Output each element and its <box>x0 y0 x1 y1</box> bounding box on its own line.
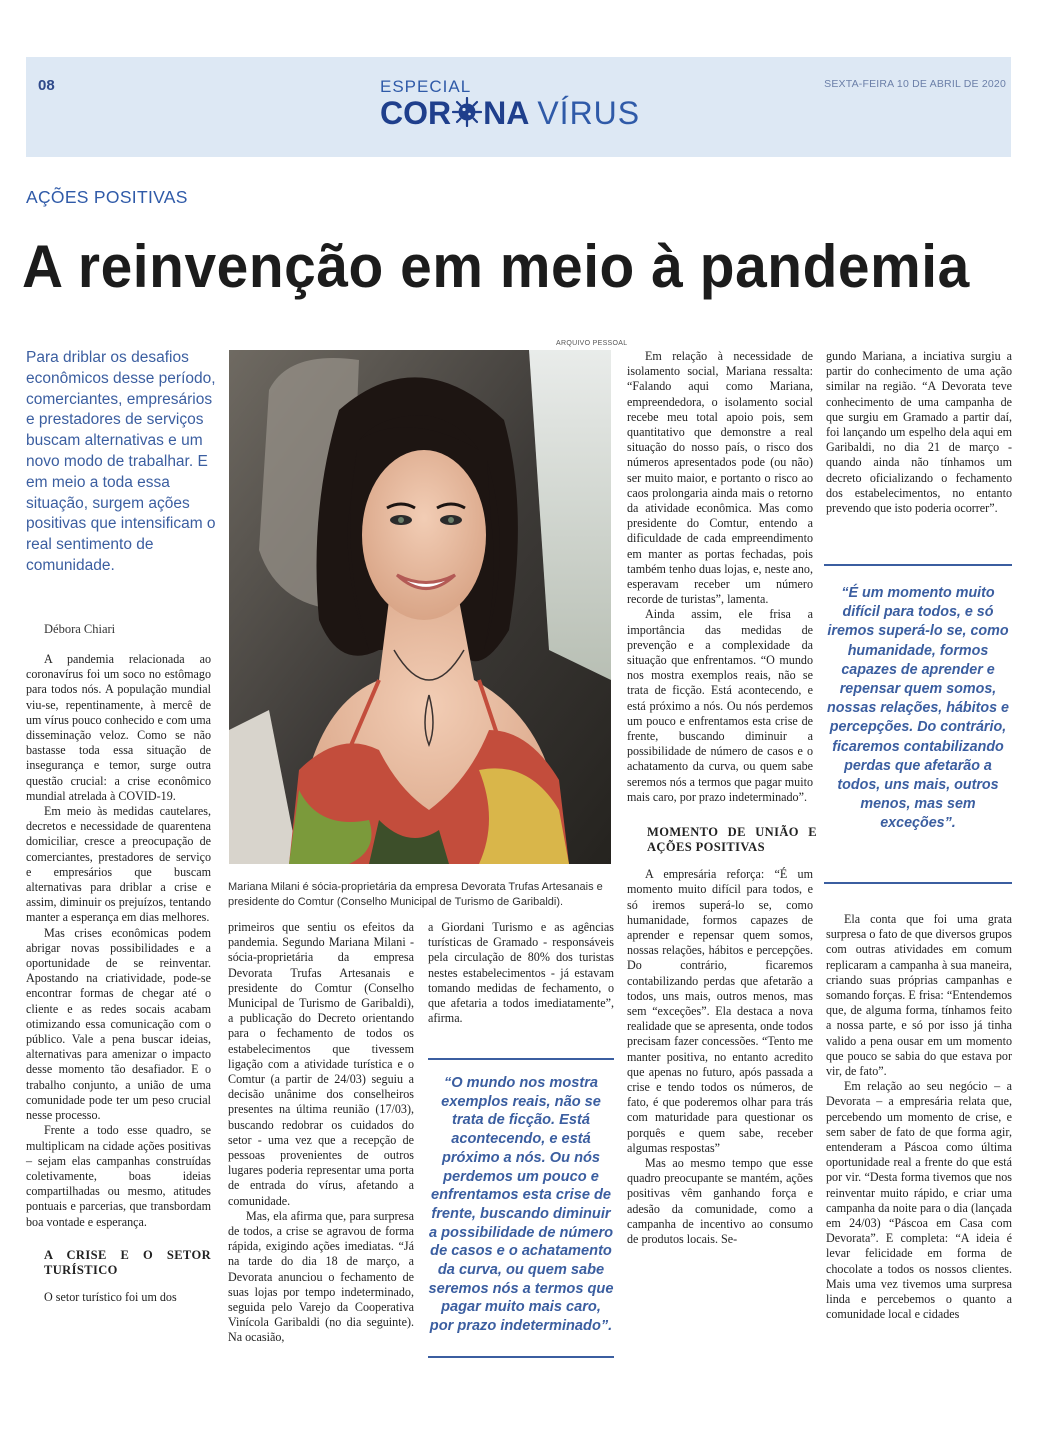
virus-icon <box>452 97 482 133</box>
paragraph: A empresária reforça: “É um momento muito difícil para todos, e só iremos superá-lo se, como humanidade, formos capazes de aprender e repensar quem somos, nossas relações, hábitos e percepções. Do contrário, ficaremos contabilizando perdas que afetarão a todos, uns mais, outros menos, mas sem “exceções”. Ela destaca a nova realidade que se apresenta, onde todos precisam fazer concessões. “Tento me manter positiva, no entanto acredito que apenas no futuro, após passada a crise e tendo todos os números, de fato, é que poderemos olhar para trás com maturidade para questionar os porquês e quem sabe, receber algumas respostas” <box>627 867 813 1155</box>
portrait-illustration <box>229 350 611 864</box>
article-column-3 <box>428 920 614 1026</box>
paragraph: Mas ao mesmo tempo que esse quadro preocupante se mantém, ações positivas vêm ganhando força e adesão da comunidade, como a campanha de incentivo ao consumo de produtos locais. Se- <box>627 1155 813 1246</box>
paragraph: Em relação ao seu negócio – a Devorata – a empresária relata que, percebendo um momento de crise, e sem saber de fato de que forma agir, entenderam a Páscoa como última oportunidade real a frente do que está por vir. “Desta forma tivemos que nos reinventar muito rápido, e criar uma campanha da noite para o dia (lançada em 24/03) “Páscoa em Casa com Devorata”. E completa: “A ideia é levar felicidade em forma de chocolate a todos os nossos clientes. Mais uma vez tivemos uma surpresa linda e percebemos o quanto a comunidade local e cidades <box>826 1079 1012 1322</box>
article-headline: A reinvenção em meio à pandemia <box>22 232 970 300</box>
paragraph: Em meio às medidas cautelares, decretos e necessidade de quarentena domiciliar, cresce a preocupação de comerciantes, prestadores de serviço e empresários que buscam alternativas para driblar a crise e assim, diminuir os prejuízos, tentando manter a esperança em dias melhores. <box>26 804 211 925</box>
article-column-5-top <box>826 349 1012 516</box>
brand-wordmark <box>380 96 680 133</box>
paragraph: a Giordani Turismo e as agências turísticas de Gramado - responsáveis pela circulação de 80% dos turistas nestes estabelecimentos - já estavam tomando medidas de fechamento, o que afetaria a todos imediatamente”, afirma. <box>428 920 614 1026</box>
paragraph: gundo Mariana, a inciativa surgiu a partir do conhecimento de uma ação similar na região. “A Devorata teve conhecimento de uma campanha de que surgiu em Gramado a partir daí, foi lançando um espelho dela aqui em Garibaldi, no dia 21 de março - quando ainda não tínhamos um decreto oficializando o fechamento dos estabelecimentos, no entanto prevendo que isto poderia ocorrer”. <box>826 349 1012 516</box>
brand-especial: ESPECIAL <box>380 77 472 96</box>
article-column-4 <box>627 349 817 1247</box>
article-column-2 <box>228 920 414 1346</box>
paragraph: A pandemia relacionada ao coronavírus foi um soco no estômago para todos nós. A população mundial viu-se, repentinamente, à mercê de um vírus pouco conhecido e com uma disseminação veloz. Como se não bastasse toda essa situação de insegurança e temor, surge outra questão crucial: a crise econômico mundial atrelada à COVID-19. <box>26 652 211 803</box>
paragraph: primeiros que sentiu os efeitos da pandemia. Segundo Mariana Milani - sócia-proprietária da empresa Devorata Trufas Artesanais e presidente do Comtur (Conselho Municipal de Turismo de Garibaldi), a publicação do Decreto orientando para o fechamento de todos os estabelecimentos que tivessem ligação com a atividade turística e o Comtur (a partir de 24/03) seguiu a decisão unânime dos conselheiros presentes na última reunião (17/03), buscando redobrar os cuidados do setor - uma vez que a recepção de pessoas provenientes de outros lugares poderia representar uma porta de entrada do vírus, afetando a comunidade. <box>228 920 414 1208</box>
paragraph: Frente a todo esse quadro, se multiplicam na cidade ações positivas – sejam elas campanhas construídas coletivamente, boas ideias compartilhadas ou mesmo, atitudes pontuais e parcerias, que transbordam boa vontade e esperança. <box>26 1123 211 1229</box>
page-number: 08 <box>38 77 55 94</box>
section-brand <box>380 78 680 133</box>
photo-credit: ARQUIVO PESSOAL <box>556 340 628 347</box>
article-byline: Débora Chiari <box>44 622 116 636</box>
brand-part-1: COR <box>380 95 452 131</box>
photo-caption: Mariana Milani é sócia-proprietária da empresa Devorata Trufas Artesanais e presidente do Comtur (Conselho Municipal de Turismo de Garibaldi). <box>228 881 603 908</box>
subheading: A CRISE E O SETOR TURÍSTICO <box>44 1247 211 1277</box>
article-lead: Para driblar os desafios econômicos desse período, comerciantes, empresários e prestadores de serviços buscam alternativas e um novo modo de trabalhar. E em meio a toda essa situação, surgem ações positivas que intensificam o real sentimento de comunidade. <box>26 349 216 574</box>
article-column-5-bottom <box>826 912 1012 1322</box>
brand-part-3: VÍRUS <box>537 95 641 131</box>
article-column-1 <box>26 652 211 1305</box>
paragraph: O setor turístico foi um dos <box>44 1289 177 1304</box>
subheading: MOMENTO DE UNIÃO E AÇÕES POSITIVAS <box>647 825 817 855</box>
pull-quote-1: “O mundo nos mostra exemplos reais, não se trata de ficção. Está acontecendo, e está próximo a nós. Ou nós perdemos um pouco e enfrentamos esta crise de frente, buscando diminuir a possibilidade de número de casos e o achatamento da curva, ou quem sabe seremos nós a termos que pagar muito mais caro, por prazo indeterminado”. <box>428 1058 614 1358</box>
paragraph: Ainda assim, ele frisa a importância das medidas de prevenção e a complexidade da situação que enfrentamos. “O mundo nos mostra exemplos reais, não se trata de ficção. Está acontecendo, e está próximo a nós. Ou nós perdemos um pouco e enfrentamos esta crise de frente, buscando diminuir a possibilidade de número de casos e o achatamento da curva, ou quem sabe seremos nós a termos que pagar muito mais caro, por prazo indeterminado”. <box>627 607 813 804</box>
article-photo <box>229 350 611 864</box>
paragraph: Ela conta que foi uma grata surpresa o fato de que diversos grupos com outras atividades em comum replicaram a campanha à sua maneira, criando suas próprias campanhas e somando forças. E frisa: “Entendemos que, de alguma forma, tínhamos feito a nossa parte, e só por isso já tinha valido a pena ousar em um momento que pouco se sabia do que estava por vir, de fato”. <box>826 912 1012 1079</box>
paragraph: Em relação à necessidade de isolamento social, Mariana ressalta: “Falando aqui como Mariana, empreendedora, o isolamento social recebe meu total apoio pois, sem quantitativo que demonstre a real situação do nosso país, o risco dos números apresentados pode (ou não) ser muito maior, e portanto o risco ao caos prolongaria ainda mais o retorno da atividade econômica. Mas como presidente do Comtur, entendo a dificuldade de cada empreendimento em manter as portas fechadas, pois também tenho duas lojas, e, neste ano, esperavam receber um número recorde de turistas”, lamenta. <box>627 349 813 607</box>
pull-quote-2: “É um momento muito difícil para todos, e só iremos superá-lo se, como humanidade, formos capazes de aprender e repensar quem somos, nossas relações, hábitos e percepções. Do contrário, ficaremos contabilizando perdas que afetarão a todos, uns mais, outros menos, mas sem exceções”. <box>824 564 1012 884</box>
paragraph: Mas, ela afirma que, para surpresa de todos, a crise se agravou de forma rápida, exigindo ações imediatas. “Já na tarde do dia 18 de março, a Devorata anunciou o fechamento de suas lojas por tempo indeterminado, seguida pelo Varejo da Cooperativa Vinícola Garibaldi (no dia seguinte). Na ocasião, <box>228 1208 414 1345</box>
brand-part-2: NA <box>483 95 530 131</box>
paragraph: Mas crises econômicas podem abrigar novas possibilidades e a oportunidade de se reinventar. Apostando na criatividade, pode-se encontrar formas de chegar até o cliente e as redes socais acabam otimizando essa comunicação com o público. Vale a pena buscar ideias, alternativas para amenizar o impacto desse momento tão desafiador. E o trabalho conjunto, a união de uma comunidade pode ter um peso crucial nesse processo. <box>26 925 211 1123</box>
article-kicker: AÇÕES POSITIVAS <box>26 187 188 207</box>
issue-date: SEXTA-FEIRA 10 DE ABRIL DE 2020 <box>824 78 1006 90</box>
